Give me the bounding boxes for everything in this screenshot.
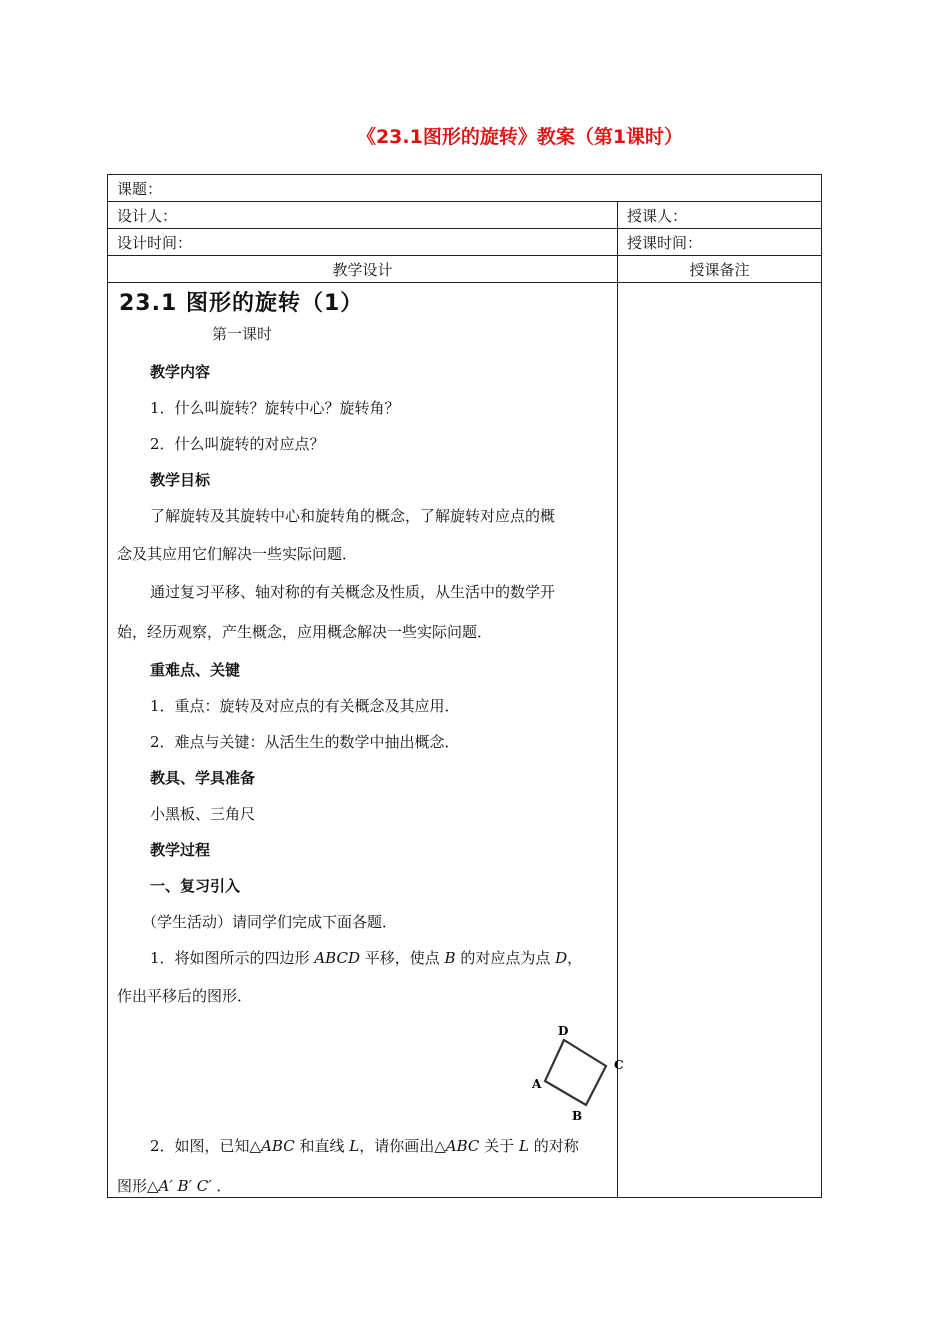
q2-triangle: ABC [261, 1137, 295, 1155]
label-c: C [614, 1058, 624, 1072]
heading-key-points: 重难点、关键 [150, 661, 241, 679]
q1-text-mid2: 的对应点为点 [455, 949, 556, 967]
q2-line-l-2: L [518, 1137, 529, 1155]
tools-text: 小黑板、三角尺 [150, 805, 256, 823]
goal-1-line-1: 了解旋转及其旋转中心和旋转角的概念，了解旋转对应点的概 [150, 507, 556, 525]
q1-text-end: ， [567, 949, 583, 967]
notes-cell [618, 283, 822, 1198]
class-time-cell: 授课时间： [618, 229, 822, 256]
q2-text: 2．如图，已知△ [150, 1137, 262, 1155]
q2-triangle-2: ABC [445, 1137, 480, 1155]
question-2-line-1 [150, 1135, 579, 1156]
q1-text: 1．将如图所示的四边形 [150, 949, 315, 967]
topic-cell: 课题： [108, 175, 822, 202]
column-header-notes: 授课备注 [618, 256, 822, 283]
designer-cell: 设计人： [108, 202, 618, 229]
content-item-2: 2．什么叫旋转的对应点？ [150, 435, 325, 453]
quadrilateral-abcd [545, 1040, 606, 1105]
q2-text-mid: 和直线 [294, 1137, 350, 1155]
q1-quad-name: ABCD [314, 949, 360, 967]
q2b-text-end: ． [211, 1177, 232, 1195]
goal-2-line-2: 始，经历观察，产生概念，应用概念解决一些实际问题． [117, 623, 493, 641]
q1-point-d: D [555, 949, 568, 967]
question-2-line-2 [117, 1175, 231, 1196]
quadrilateral-figure [528, 1023, 628, 1123]
q2-line-l: L [349, 1137, 360, 1155]
key-point-2: 2．难点与关键：从活生生的数学中抽出概念． [150, 733, 460, 751]
q2b-text: 图形△ [117, 1177, 159, 1195]
q2-text-mid2: ，请你画出△ [359, 1137, 446, 1155]
label-d: D [558, 1024, 569, 1038]
column-header-design: 教学设计 [108, 256, 618, 283]
key-point-1: 1．重点：旋转及对应点的有关概念及其应用． [150, 697, 460, 715]
section-subtitle: 第一课时 [212, 325, 273, 343]
document-title: 《23.1图形的旋转》教案（第1课时） [356, 126, 684, 148]
label-a: A [532, 1077, 542, 1091]
activity-text: （学生活动）请同学们完成下面各题． [142, 913, 398, 931]
question-1-line-1 [150, 947, 582, 968]
section-title: 23.1 图形的旋转（1） [119, 291, 364, 316]
label-b: B [572, 1109, 583, 1123]
q2-text-end: 的对称 [528, 1137, 579, 1155]
question-1-line-2: 作出平移后的图形． [117, 987, 253, 1005]
design-content-cell [108, 283, 624, 1198]
q1-point-b: B [444, 949, 456, 967]
heading-teaching-content: 教学内容 [150, 363, 211, 381]
heading-teaching-process: 教学过程 [150, 841, 211, 859]
heading-teaching-goals: 教学目标 [150, 471, 211, 489]
goal-2-line-1: 通过复习平移、轴对称的有关概念及性质，从生活中的数学开 [150, 583, 556, 601]
lesson-content [108, 283, 624, 1197]
design-time-cell: 设计时间： [108, 229, 618, 256]
q2-text-mid3: 关于 [479, 1137, 519, 1155]
heading-tools: 教具、学具准备 [150, 769, 256, 787]
teacher-cell: 授课人： [618, 202, 822, 229]
lesson-plan-table [107, 174, 822, 1198]
q1-text-mid: 平移，使点 [359, 949, 445, 967]
goal-1-line-2: 念及其应用它们解决一些实际问题． [117, 545, 358, 563]
heading-review: 一、复习引入 [150, 877, 241, 895]
q2b-symmetric-triangle: A′ B′ C′ [158, 1177, 212, 1195]
content-item-1: 1．什么叫旋转？旋转中心？旋转角？ [150, 399, 400, 417]
